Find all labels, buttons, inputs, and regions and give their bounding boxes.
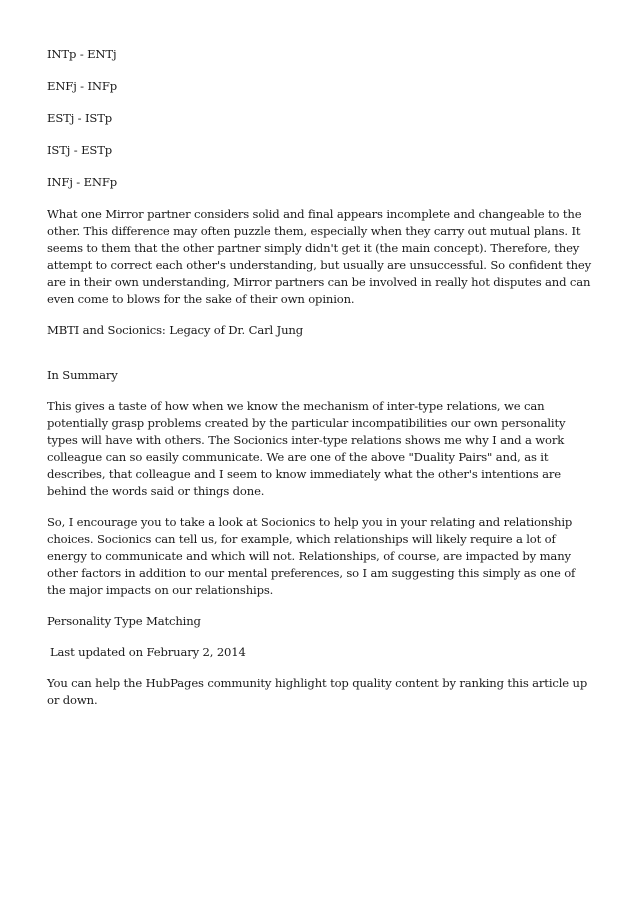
legacy-link[interactable]: MBTI and Socionics: Legacy of Dr. Carl Jung [47, 323, 303, 337]
type-pair: INTp - ENTj [47, 47, 117, 61]
last-updated: Last updated on February 2, 2014 [50, 645, 246, 659]
personality-matching-link[interactable]: Personality Type Matching [47, 614, 201, 628]
type-pair: ESTj - ISTp [47, 111, 113, 125]
document-page [47, 46, 595, 723]
type-pair: ENFj - INFp [47, 79, 118, 93]
hubpages-note: You can help the HubPages community highlight top quality content by ranking this article up or down. [47, 676, 588, 707]
mirror-partner-paragraph: What one Mirror partner considers solid and final appears incomplete and changeable to the other. This difference may often puzzle them, especially when they carry out mutual plans. It seems to them that the other partner simply didn't get it (the main concept). Therefore, they attempt to correct each other's understanding, but usually are unsuccessful. So confident they are in their own understanding, Mirror partners can be involved in really hot disputes and can even come to blows for the sake of their own opinion. [47, 207, 592, 306]
type-pair: INFj - ENFp [47, 175, 118, 189]
summary-paragraph-2: So, I encourage you to take a look at Socionics to help you in your relating and relationship choices. Socionics can tell us, for example, which relationships will likely require a lot of energy to communicate and which will not. Relationships, of course, are impacted by many other factors in addition to our mental preferences, so I am suggesting this simply as one of the major impacts on our relationships. [47, 515, 576, 597]
type-pair: ISTj - ESTp [47, 143, 113, 157]
summary-paragraph-1: This gives a taste of how when we know the mechanism of inter-type relations, we can potentially grasp problems created by the particular incompatibilities our own personality types will have with others. The Socionics inter-type relations shows me why I and a work colleague can so easily communicate. We are one of the above "Duality Pairs" and, as it describes, that colleague and I seem to know immediately what the other's intentions are behind the words said or things done. [47, 399, 566, 498]
summary-heading: In Summary [47, 368, 118, 382]
